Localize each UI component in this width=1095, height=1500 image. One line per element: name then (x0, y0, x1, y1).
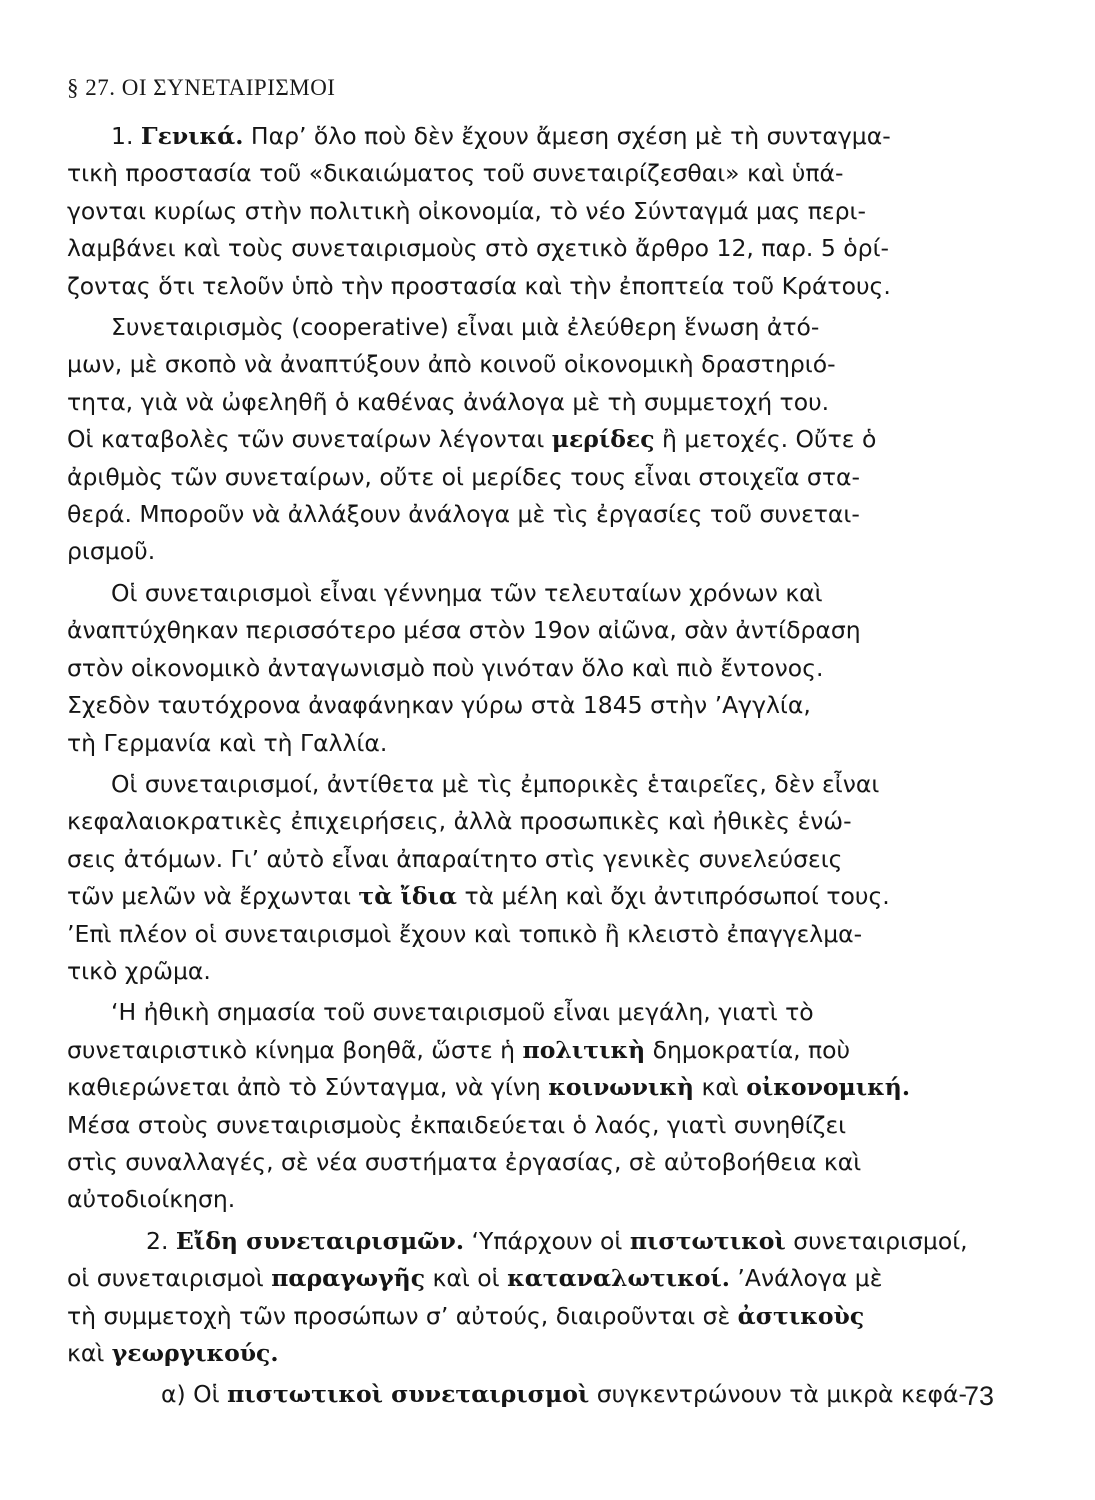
text-line (67, 766, 993, 803)
page-number: 73 (964, 1381, 995, 1411)
text-line (67, 384, 993, 421)
text-run: ἢ μετοχές. Οὔτε ὁ (654, 425, 877, 454)
text-line (67, 1376, 993, 1413)
text-run: Σχεδὸν ταυτόχρονα ἀναφάνηκαν γύρω στὰ 1845 στὴν ’Αγγλία, (67, 691, 811, 720)
text-run: 2. (146, 1226, 176, 1255)
text-run: τητα, γιὰ νὰ ὠφεληθῆ ὁ καθένας ἀνάλογα μὲ τὴ συμμετοχή του. (67, 387, 830, 416)
paragraph (67, 118, 993, 305)
text-run: ‘Υπάρχουν οἱ (464, 1226, 630, 1255)
text-run: κεφαλαιοκρατικὲς ἐπιχειρήσεις, ἀλλὰ προσωπικὲς καὶ ἠθικὲς ἑνώ- (67, 807, 852, 836)
text-run: αὐτοδιοίκηση. (67, 1185, 236, 1214)
text-run: ἀναπτύχθηκαν περισσότερο μέσα στὸν 19ον αἰῶνα, σὰν ἀντίδραση (67, 616, 861, 645)
text-line (67, 1144, 993, 1181)
text-line (67, 803, 993, 840)
text-line (67, 1298, 993, 1335)
text-line (67, 1107, 993, 1144)
text-line (67, 575, 993, 612)
bold-term: Εἴδη συνεταιρισμῶν. (175, 1226, 465, 1255)
text-line (67, 1032, 993, 1069)
bold-term: γεωργικούς. (111, 1339, 279, 1367)
bold-term: κοινωνικὴ (548, 1073, 694, 1102)
text-line (67, 841, 993, 878)
text-run: λαμβάνει καὶ τοὺς συνεταιρισμοὺς στὸ σχετικὸ ἄρθρο 12, παρ. 5 ὁρί- (67, 234, 889, 263)
text-line (67, 916, 993, 953)
text-run: τικὸ χρῶμα. (67, 956, 211, 985)
text-run: τὰ μέλη καὶ ὄχι ἀντιπρόσωποί τους. (457, 882, 890, 911)
text-run: Οἱ καταβολὲς τῶν συνεταίρων λέγονται (67, 425, 552, 454)
text-line (67, 230, 993, 267)
text-line (67, 1069, 993, 1106)
text-line (67, 725, 993, 762)
text-line (67, 650, 993, 687)
text-run: τικὴ προστασία τοῦ «δικαιώματος τοῦ συνεταιρίζεσθαι» καὶ ὑπά- (67, 159, 844, 188)
text-line (67, 994, 993, 1031)
text-run: στὶς συναλλαγές, σὲ νέα συστήματα ἐργασίας, σὲ αὐτοβοήθεια καὶ (67, 1147, 862, 1176)
paragraph (67, 766, 993, 990)
paragraph (67, 309, 993, 571)
text-line (67, 459, 993, 496)
text-run: συγκεντρώνουν τὰ μικρὰ κεφά- (589, 1380, 968, 1409)
text-run: ’Επὶ πλέον οἱ συνεταιρισμοὶ ἔχουν καὶ τοπικὸ ἢ κλειστὸ ἐπαγγελμα- (67, 919, 863, 948)
paragraph (67, 1223, 993, 1373)
bold-term: Γενικά. (140, 122, 244, 150)
paragraph (67, 994, 993, 1218)
text-run: γονται κυρίως στὴν πολιτικὴ οἰκονομία, τὸ νέο Σύνταγμά μας περι- (67, 196, 866, 225)
text-run: Παρ’ ὅλο ποὺ δὲν ἔχουν ἄμεση σχέση μὲ τὴ συνταγμα- (243, 122, 891, 150)
text-run: ‘Η ἠθικὴ σημασία τοῦ συνεταιρισμοῦ εἶναι μεγάλη, γιατὶ τὸ (111, 998, 814, 1027)
text-run: τῶν μελῶν νὰ ἔρχωνται (67, 882, 359, 911)
text-run: συνεταιρισμοί, (785, 1226, 968, 1255)
text-run: ἀριθμὸς τῶν συνεταίρων, οὔτε οἱ μερίδες τους εἶναι στοιχεῖα στα- (67, 462, 860, 491)
text-line (67, 1335, 993, 1372)
text-line (67, 1181, 993, 1218)
bold-term: ἀστικοὺς (737, 1301, 865, 1330)
text-run: καὶ οἱ (425, 1264, 508, 1293)
text-line (67, 155, 993, 192)
paragraph (67, 575, 993, 762)
text-line (67, 878, 993, 915)
text-run: θερά. Μποροῦν νὰ ἀλλάξουν ἀνάλογα μὲ τὶς ἐργασίες τοῦ συνεται- (67, 500, 860, 529)
text-run: στὸν οἰκονομικὸ ἀνταγωνισμὸ ποὺ γινόταν ὅλο καὶ πιὸ ἔντονος. (67, 653, 824, 682)
text-line (67, 612, 993, 649)
text-line (67, 309, 993, 346)
bold-term: πιστωτικοὶ (629, 1226, 786, 1255)
bold-term: παραγωγῆς (271, 1264, 426, 1293)
text-run: καὶ (694, 1073, 747, 1102)
text-run: Μέσα στοὺς συνεταιρισμοὺς ἐκπαιδεύεται ὁ λαός, γιατὶ συνηθίζει (67, 1110, 847, 1139)
bold-term: οἰκονομική. (746, 1073, 910, 1102)
text-run: 1. (111, 122, 141, 150)
text-run: Οἱ συνεταιρισμοί, ἀντίθετα μὲ τὶς ἐμπορικὲς ἑταιρεῖες, δὲν εἶναι (111, 769, 880, 798)
bold-term: πολιτικὴ (522, 1035, 646, 1064)
text-run: οἱ συνεταιρισμοὶ (67, 1264, 272, 1293)
bold-term: καταναλωτικοί. (507, 1264, 730, 1293)
bold-term: τὰ ἴδια (358, 882, 458, 911)
text-run: μων, μὲ σκοπὸ νὰ ἀναπτύξουν ἀπὸ κοινοῦ οἰκονομικὴ δραστηριό- (67, 350, 836, 379)
text-run: συνεταιριστικὸ κίνημα βοηθᾶ, ὥστε ἡ (67, 1035, 523, 1064)
text-run: ’Ανάλογα μὲ (729, 1264, 883, 1293)
text-line (67, 421, 993, 458)
text-run: τὴ Γερμανία καὶ τὴ Γαλλία. (67, 728, 388, 757)
text-run: καὶ (67, 1339, 112, 1367)
text-line (67, 496, 993, 533)
body-text (67, 118, 993, 1414)
text-run: ζοντας ὅτι τελοῦν ὑπὸ τὴν προστασία καὶ τὴν ἐποπτεία τοῦ Κράτους. (67, 271, 891, 300)
text-line (67, 118, 993, 155)
text-line (67, 268, 993, 305)
bold-term: πιστωτικοὶ συνεταιρισμοὶ (227, 1380, 590, 1409)
text-line (67, 193, 993, 230)
section-title: § 27. ΟΙ ΣΥΝΕΤΑΙΡΙΣΜΟΙ (67, 75, 336, 100)
bold-term: μερίδες (551, 425, 655, 454)
text-run: Οἱ συνεταιρισμοὶ εἶναι γέννημα τῶν τελευταίων χρόνων καὶ (111, 578, 823, 607)
text-run: τὴ συμμετοχὴ τῶν προσώπων σ’ αὐτούς, διαιροῦνται σὲ (67, 1301, 738, 1330)
text-run: α) Οἱ (161, 1380, 228, 1409)
text-run: σεις ἀτόμων. Γι’ αὐτὸ εἶναι ἀπαραίτητο στὶς γενικὲς συνελεύσεις (67, 844, 843, 873)
text-line (67, 687, 993, 724)
text-line (67, 346, 993, 383)
text-line (67, 533, 993, 570)
text-run: ρισμοῦ. (67, 537, 156, 566)
text-run: δημοκρατία, ποὺ (645, 1035, 851, 1064)
text-line (67, 1223, 993, 1260)
text-run: καθιερώνεται ἀπὸ τὸ Σύνταγμα, νὰ γίνη (67, 1073, 549, 1102)
text-line (67, 1260, 993, 1297)
paragraph (67, 1376, 993, 1413)
text-run: Συνεταιρισμὸς (cooperative) εἶναι μιὰ ἐλεύθερη ἕνωση ἀτό- (111, 313, 820, 342)
text-line (67, 953, 993, 990)
